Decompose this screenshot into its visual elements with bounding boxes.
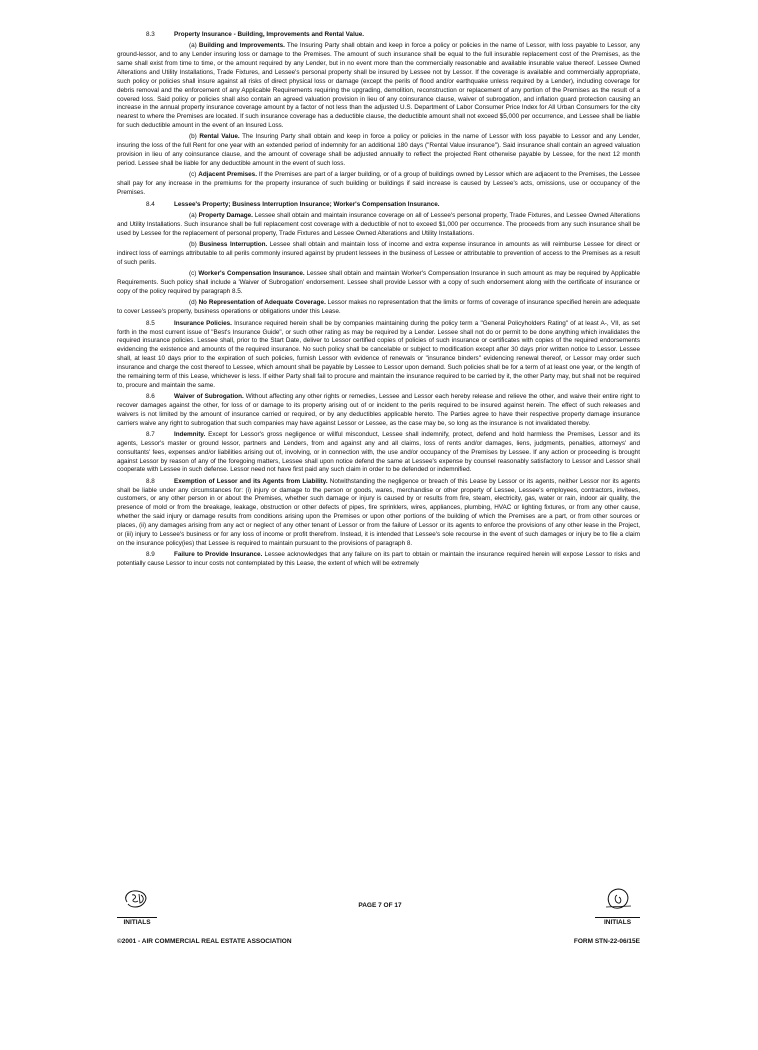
paragraph-heading: Failure to Provide Insurance.: [174, 551, 263, 559]
section-number: 8.6: [146, 393, 155, 400]
paragraph-8-5: [117, 320, 640, 391]
paragraph-8-3-c: (c) Adjacent Premises. If the Premises are part of a larger building, or of a group of buildings owned by Lessor which are adjacent to the Premises, the Lessee shall pay for any increase in the premiums for the property insurance of such building or buildings if said increase is caused by Lessee's acts, omissions, use or occupancy of the Premises.: [117, 171, 641, 197]
paragraph-text: Insurance required herein shall be by companies maintaining during the policy term a "General Policyholders Rating" of at least A-, VII, as set forth in the most current issue of "Best's Insurance Guide", or such other rating as may be required by a Lender. Lessee shall not do or permit to be done anything which invalidates the required insurance policies. Lessee shall, prior to the Start Date, deliver to Lessor certified copies of policies of such insurance or certificates with copies of the required endorsements evidencing the existence and amounts of the required insurance. No such policy shall be cancelable or subject to modification except after 30 days prior written notice to Lessor. Lessee shall, at least 10 days prior to the expiration of such policies, furnish Lessor with evidence of renewals or "insurance binders" evidencing renewal thereof, or Lessor may order such insurance and charge the cost thereof to Lessee, which amount shall be payable by Lessee to Lessor upon demand. Such policies shall be for a term of at least one year, or the length of the remaining term of this Lease, whichever is less. If either Party shall fail to procure and maintain the insurance required to be carried by it, the other Party may, but shall not be required to, procure and maintain the same.: [117, 319, 640, 389]
initials-label-right: INITIALS: [595, 917, 640, 926]
paragraph-text: The Insuring Party shall obtain and keep in force a policy or policies in the name of Lessor with loss payable to Lessor and any Lender, insuring the loss of the full Rent for one year with an extended period of indemnity for an additional 180 days ("Rental Value insurance"). Said insurance shall contain an agreed valuation provision in lieu of any coinsurance clause, and the amount of coverage shall be adjusted annually to reflect the projected Rent otherwise payable by Lessee, for the next 12 month period. Lessee shall be liable for any deductible amount in the event of such loss.: [117, 133, 640, 167]
section-title: Property Insurance - Building, Improvements and Rental Value.: [174, 31, 365, 38]
paragraph-text: Lessor makes no representation that the limits or forms of coverage of insurance specified herein are adequate to cover Lessee's property, business operations or obligations under this Lease.: [117, 299, 640, 316]
paragraph-heading: Building and Improvements.: [198, 42, 285, 50]
section-8-3-heading: [117, 31, 640, 40]
paragraph-8-8: [117, 478, 640, 549]
initials-box-right: [595, 886, 640, 926]
handwritten-initials-icon: [600, 886, 636, 912]
paragraph-8-7: [117, 431, 640, 475]
paragraph-text: Without affecting any other rights or remedies, Lessee and Lessor each hereby release and relieve the other, and waive their entire right to recover damages against the other, for loss of or damage to its property arising out of or incident to the perils required to be insured against herein. The effect of such releases and waivers is not limited by the amount of insurance carried or required, or by any deductibles applicable hereto. The Parties agree to have their respective property damage insurance carriers waive any right to subrogation that such companies may have against Lessor or Lessee, as the case may be, so long as the insurance is not invalidated thereby.: [117, 393, 641, 427]
section-number: 8.9: [146, 551, 155, 559]
section-number: 8.3: [146, 31, 155, 38]
paragraph-8-4-a: (a) Property Damage. Lessee shall obtain and maintain insurance coverage on all of Lessee's personal property, Trade Fixtures, and Lessee Owned Alterations and Utility Installations. Such insurance shall be full replacement cost coverage with a deductible of not to exceed $1,000 per occurrence. The proceeds from any such insurance shall be used by Lessee for the replacement of personal property, Trade Fixtures and Lessee Owned Alterations and Utility Installations.: [117, 212, 641, 237]
section-title: Lessee's Property; Business Interruption Insurance; Worker's Compensation Insurance.: [174, 200, 440, 208]
paragraph-text: Lessee shall obtain and maintain Worker's Compensation Insurance in such amount as may be required by Applicable Requirements. Such policy shall include a 'Waiver of Subrogation' endorsement. Lessee shall provide Lessor with a copy of such endorsement along with the certificate of insurance or copy of the policy required by paragraph 8.5.: [117, 270, 640, 295]
paragraph-text: The Insuring Party shall obtain and keep in force a policy or policies in the name of Lessor, with loss payable to Lessor, any ground-lessor, and to any Lender insuring loss or damage to the Premises. The amount of such insurance shall be equal to the full insurable replacement cost of the Premises, as the same shall exist from time to time, or the amount required by any Lender, but in no event more than the commercially reasonable and available insurable value thereof. Lessee Owned Alterations and Utility Installations, Trade Fixtures, and Lessee's personal property shall be insured by Lessee not by Lessor. If the coverage is available and commercially appropriate, such policy or policies shall insure against all risks of direct physical loss or damage (except the perils of flood and/or earthquake unless required by a Lender), including coverage for debris removal and the enforcement of any Applicable Requirements requiring the upgrading, demolition, reconstruction or replacement of any portion of the Premises as the result of a covered loss. Said policy or policies shall also contain an agreed valuation provision in lieu of any coinsurance clause, waiver of subrogation, and inflation guard protection causing an increase in the annual property insurance coverage amount by a factor of not less than the adjusted U.S. Department of Labor Consumer Price Index for All Urban Consumers for the city nearest to where the Premises are located. If such insurance coverage has a deductible clause, the deductible amount shall not exceed $5,000 per occurrence, and Lessee shall be liable for such deductible amount in the event of an Insured Loss.: [117, 42, 641, 130]
paragraph-8-6: [117, 393, 640, 428]
paragraph-8-9: [117, 551, 640, 569]
paragraph-text: If the Premises are part of a larger building, or of a group of buildings owned by Lessor which are adjacent to the Premises, the Lessee shall pay for any increase in the premiums for the property insurance of such building or buildings if said increase is caused by Lessee's acts, omissions, use or occupancy of the Premises.: [117, 171, 641, 197]
section-number: 8.4: [146, 200, 155, 208]
section-8-4-heading: [117, 201, 640, 210]
page-number: PAGE 7 OF 17: [358, 902, 402, 909]
paragraph-text: Except for Lessor's gross negligence or willful misconduct, Lessee shall indemnify, protect, defend and hold harmless the Premises, Lessor and its agents, Lessor's master or ground lessor, partners and Lenders, from and against any and all claims, loss of rents and/or damages, liens, judgments, penalties, attorneys' and consultants' fees, expenses and/or liabilities arising out of, involving, or in connection with, the use and/or occupancy of the Premises by Lessee. If any action or proceeding is brought against Lessor by reason of any of the foregoing matters, Lessee shall upon notice defend the same at Lessee's expense by counsel reasonably satisfactory to Lessor and Lessor shall cooperate with Lessee in such defense. Lessor need not have first paid any such claim in order to be defended or indemnified.: [117, 430, 640, 474]
paragraph-heading: Exemption of Lessor and its Agents from Liability.: [174, 477, 328, 485]
section-number: 8.8: [146, 477, 155, 485]
section-number: 8.7: [146, 430, 155, 438]
section-number: 8.5: [146, 319, 155, 327]
paragraph-heading: Waiver of Subrogation.: [174, 393, 244, 400]
paragraph-heading: Property Damage.: [198, 212, 253, 219]
lease-body: [117, 31, 640, 571]
paragraph-8-4-b: (b) Business Interruption. Lessee shall obtain and maintain loss of income and extra expense insurance in amounts as will reimburse Lessee for direct or indirect loss of earnings attributable to all perils commonly insured against by prudent lessees in the business of Lessee or attributable to prevention of access to the Premises as a result of such perils.: [117, 241, 641, 266]
form-identifier: FORM STN-22-06/15E: [573, 938, 640, 945]
paragraph-text: Notwithstanding the negligence or breach of this Lease by Lessor or its agents, neither Lessor nor its agents shall be liable under any circumstances for: (i) injury or damage to the person or goods, wares, merchandise or other property of Lessee, Lessee's employees, contractors, invitees, customers, or any other person in or about the Premises, whether such damage or injury is caused by or results from fire, steam, electricity, gas, water or rain, indoor air quality, the presence of mold or from the breakage, leakage, obstruction or other defects of pipes, fire sprinklers, wires, appliances, plumbing, HVAC or lighting fixtures, or from any other cause, whether the said injury or damage results from conditions arising upon the Premises or upon other portions of the building of which the Premises are a part, or from other sources or places, (ii) any damages arising from any act or neglect of any other tenant of Lessor or from the failure of Lessor or its agents to enforce the provisions of any other lease in the Project, or (iii) injury to Lessee's business or for any loss of income or profit therefrom. Instead, it is intended that Lessee's sole recourse in the event of such damages or injury be to file a claim on the insurance policy(ies) that Lessee is required to maintain pursuant to the provisions of paragraph 8.: [117, 477, 640, 547]
paragraph-heading: Business Interruption.: [199, 241, 268, 249]
paragraph-8-3-a: (a) Building and Improvements. The Insuring Party shall obtain and keep in force a policy or policies in the name of Lessor, with loss payable to Lessor, any ground-lessor, and to any Lender insuring loss or damage to the Premises. The amount of such insurance shall be equal to the full insurable replacement cost of the Premises, as the same shall exist from time to time, or the amount required by any Lender, but in no event more than the commercially reasonable and available insurable value thereof. Lessee Owned Alterations and Utility Installations, Trade Fixtures, and Lessee's personal property shall be insured by Lessee not by Lessor. If the coverage is available and commercially appropriate, such policy or policies shall insure against all risks of direct physical loss or damage (except the perils of flood and/or earthquake unless required by a Lender), including coverage for debris removal and the enforcement of any Applicable Requirements requiring the upgrading, demolition, reconstruction or replacement of any portion of the Premises as the result of a covered loss. Said policy or policies shall also contain an agreed valuation provision in lieu of any coinsurance clause, waiver of subrogation, and inflation guard protection causing an increase in the annual property insurance coverage amount by a factor of not less than the adjusted U.S. Department of Labor Consumer Price Index for All Urban Consumers for the city nearest to where the Premises are located. If such insurance coverage has a deductible clause, the deductible amount shall not exceed $5,000 per occurrence, and Lessee shall be liable for such deductible amount in the event of an Insured Loss.: [117, 42, 641, 130]
paragraph-heading: Adjacent Premises.: [198, 171, 257, 179]
paragraph-heading: No Representation of Adequate Coverage.: [198, 299, 326, 307]
paragraph-heading: Worker's Compensation Insurance.: [198, 270, 305, 278]
paragraph-8-4-d: (d) No Representation of Adequate Coverage. Lessor makes no representation that the limits or forms of coverage of insurance specified herein are adequate to cover Lessee's property, business operations or obligations under this Lease.: [117, 299, 640, 316]
paragraph-text: Lessee shall obtain and maintain insurance coverage on all of Lessee's personal property, Trade Fixtures, and Lessee Owned Alterations and Utility Installations. Such insurance shall be full replacement cost coverage with a deductible of not to exceed $1,000 per occurrence. The proceeds from any such insurance shall be used by Lessee for the replacement of personal property, Trade Fixtures and Lessee Owned Alterations and Utility Installations.: [117, 212, 641, 237]
initials-label-left: INITIALS: [117, 917, 157, 926]
paragraph-8-3-b: (b) Rental Value. The Insuring Party shall obtain and keep in force a policy or policies in the name of Lessor with loss payable to Lessor and any Lender, insuring the loss of the full Rent for one year with an extended period of indemnity for an additional 180 days ("Rental Value insurance"). Said insurance shall contain an agreed valuation provision in lieu of any coinsurance clause, and the amount of coverage shall be adjusted annually to reflect the projected Rent otherwise payable by Lessee, for the next 12 month period. Lessee shall be liable for any deductible amount in the event of such loss.: [117, 133, 640, 167]
paragraph-text: Lessee acknowledges that any failure on its part to obtain or maintain the insurance required herein will expose Lessor to risks and potentially cause Lessor to incur costs not contemplated by this Lease, the extent of which will be extremely: [117, 551, 640, 567]
paragraph-heading: Indemnity.: [174, 430, 206, 438]
handwritten-initials-icon: [119, 886, 155, 912]
paragraph-8-4-c: (c) Worker's Compensation Insurance. Lessee shall obtain and maintain Worker's Compensation Insurance in such amount as may be required by Applicable Requirements. Such policy shall include a 'Waiver of Subrogation' endorsement. Lessee shall provide Lessor with a copy of such endorsement along with the certificate of insurance or copy of the policy required by paragraph 8.5.: [117, 270, 640, 295]
initials-box-left: [117, 886, 157, 926]
paragraph-text: Lessee shall obtain and maintain loss of income and extra expense insurance in amounts as will reimburse Lessee for direct or indirect loss of earnings attributable to all perils commonly insured against by prudent lessees in the business of Lessee or attributable to prevention of access to the Premises as a result of such perils.: [117, 241, 641, 266]
paragraph-heading: Rental Value.: [199, 133, 240, 141]
copyright-notice: ©2001 - AIR COMMERCIAL REAL ESTATE ASSOCIATION: [117, 938, 292, 945]
paragraph-heading: Insurance Policies.: [174, 319, 232, 327]
